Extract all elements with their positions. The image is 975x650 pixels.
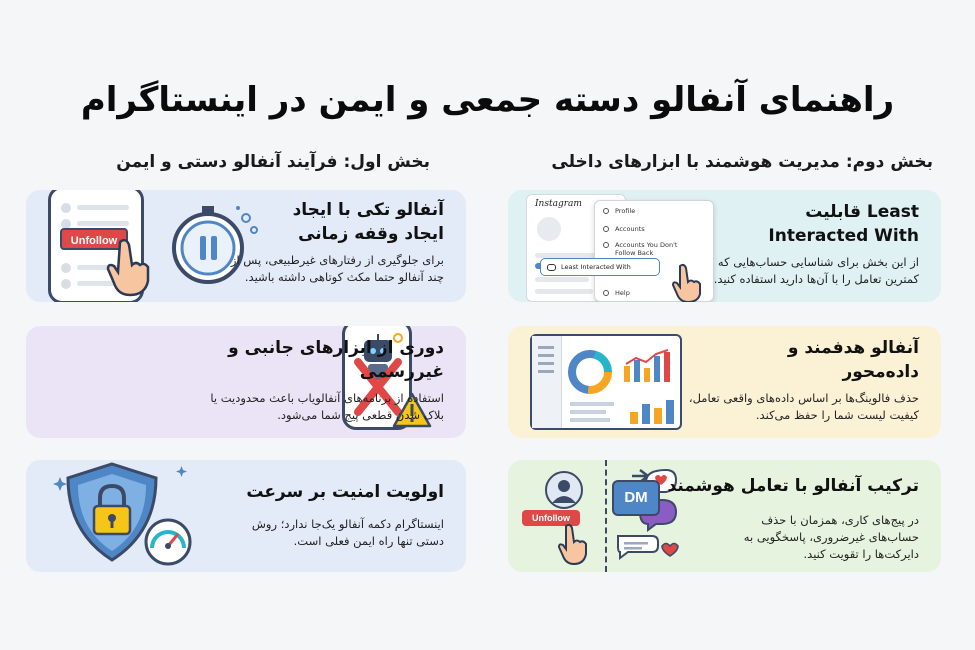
instagram-logo: Instagram <box>535 199 582 209</box>
pointing-hand-icon <box>668 262 704 302</box>
card-title: آنفالو تکی با ایجاد <box>292 200 444 220</box>
card-desc-line: استفاده از برنامه‌های آنفالویاب باعث محدودیت یا <box>210 391 444 405</box>
card-desc-line: در پیج‌های کاری، همزمان با حذف <box>761 513 919 527</box>
dm-badge: DM <box>612 480 660 516</box>
profile-icon <box>603 208 609 214</box>
menu-item-least-interacted[interactable]: Least Interacted With <box>540 258 660 276</box>
shield-lock-icon <box>50 460 220 572</box>
card-desc-line: اینستاگرام دکمه آنفالو یک‌جا ندارد؛ روش <box>251 517 444 531</box>
card-desc-line: دایرکت‌ها را تقویت کنید. <box>803 547 919 561</box>
card-single-unfollow <box>26 190 466 302</box>
card-data-driven <box>508 326 941 438</box>
section-title-part2: بخش دوم: مدیریت هوشمند با ابزارهای داخلی <box>551 152 933 172</box>
user-avatar-icon <box>544 470 584 510</box>
people-icon <box>547 264 556 271</box>
card-desc-line: کمترین تعامل را با آن‌ها دارید استفاده کنید. <box>713 272 919 286</box>
card-desc-line: چند آنفالو حتما مکث کوتاهی داشته باشید. <box>244 270 444 284</box>
card-title: دوری از ابزارهای جانبی و <box>228 338 444 358</box>
pie-chart-icon <box>568 350 612 394</box>
card-desc-line: برای جلوگیری از رفتارهای غیرطبیعی، پس از <box>230 253 444 267</box>
card-avoid-third-party <box>26 326 466 438</box>
help-icon <box>603 290 609 296</box>
unfollow-button[interactable]: Unfollow <box>522 510 580 526</box>
card-desc-line: حذف فالوینگ‌ها بر اساس داده‌های واقعی تعامل، <box>688 391 919 405</box>
card-smart-engagement <box>508 460 941 572</box>
card-least-interacted <box>508 190 941 302</box>
card-desc-line: از این بخش برای شناسایی حساب‌هایی که <box>717 255 919 269</box>
menu-item-dont-follow-back[interactable]: Accounts You Don't Follow Back <box>603 241 677 257</box>
card-desc-line: کیفیت لیست شما را حفظ می‌کند. <box>755 408 919 422</box>
analytics-dashboard-illustration <box>530 334 682 430</box>
avatar <box>537 217 561 241</box>
line-chart-icon <box>620 348 676 384</box>
page-title: راهنمای آنفالو دسته جمعی و ایمن در اینستاگرام <box>80 80 895 120</box>
accounts-icon <box>603 226 609 232</box>
card-title: ترکیب آنفالو با تعامل هوشمند <box>667 476 919 496</box>
card-title: غیررسمی <box>359 362 444 382</box>
menu-item-profile[interactable]: Profile <box>603 207 635 215</box>
card-title: ایجاد وقفه زمانی <box>298 224 444 244</box>
card-title: اولویت امنیت بر سرعت <box>246 482 444 502</box>
card-security-priority <box>26 460 466 572</box>
instagram-menu-illustration <box>526 194 701 302</box>
refresh-icon <box>603 242 609 248</box>
card-desc-line: دستی تنها راه ایمن فعلی است. <box>293 534 444 548</box>
card-title: داده‌محور <box>842 362 919 382</box>
card-desc-line: حساب‌های غیرضروری، پاسخگویی به <box>743 530 919 544</box>
bar-chart-icon <box>568 398 678 424</box>
section-title-part1: بخش اول: فرآیند آنفالو دستی و ایمن <box>116 152 430 172</box>
unfollow-button[interactable]: Unfollow <box>60 228 128 250</box>
card-title: قابلیت Least Interacted With <box>768 202 919 246</box>
card-title: آنفالو هدفمند و <box>787 338 919 358</box>
pointing-hand-icon <box>556 522 588 566</box>
card-desc-line: بلاک شدن قطعی پیج شما می‌شود. <box>277 408 444 422</box>
pointing-hand-icon <box>106 236 158 300</box>
menu-item-accounts[interactable]: Accounts <box>603 225 645 233</box>
menu-item-help[interactable]: Help <box>603 289 630 297</box>
